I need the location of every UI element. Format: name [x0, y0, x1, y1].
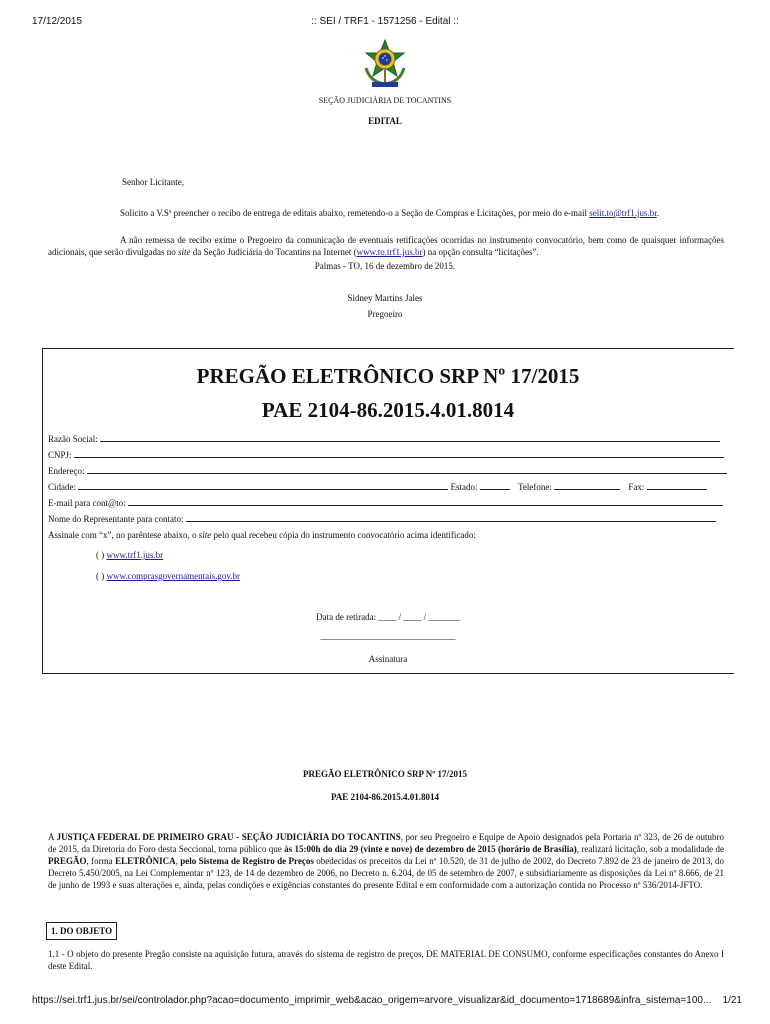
cnpj-field[interactable] [48, 449, 734, 461]
signer-role: Pregoeiro [367, 309, 403, 319]
intro-i: , [175, 856, 181, 866]
letter-p1-end: . [656, 208, 660, 218]
intro-k: obedecidas os preceitos da Lei nº 10.520, de 31 de julho de 2002, do Decreto 7.892 de 23 de janeiro de 2013, do Decreto 5.450/2005, na Lei Complementar nº 123, de 14 de dezembro de 2006, no Decreto n. 6.204, de 05 de setembro de 2007, e subsidiariamente as disposições da Lei nº 8.666, de 21 de junho de 1993 e suas alterações e, ainda, pelas condições e exigências constantes do presente Edital e em conformidade com a autorização contida no Processo nº 536/2014-JFTO. [48, 856, 725, 890]
website-link[interactable]: www.to.trf1.jus.br [356, 247, 423, 257]
print-page-title: :: SEI / TRF1 - 1571256 - Edital :: [311, 16, 459, 27]
intro-c: , por seu Pregoeiro e Equipe de Apoio designados pela Portaria nº 323, de 26 de outubro de 2015, da Diretoria do Foro desta Seccional, torna público que [48, 832, 724, 854]
print-date: 17/12/2015 [32, 16, 83, 27]
letter-paragraph-1 [48, 207, 724, 219]
edital-title-1: PREGÃO ELETRÔNICO SRP Nº 17/2015 [303, 769, 467, 779]
cidade-row [48, 481, 734, 493]
telefone-label: Telefone: [518, 482, 552, 492]
intro-datetime: às 15:00h do dia 29 (vinte e nove) de dezembro de 2015 (horário de Brasília) [284, 844, 577, 854]
fax-field[interactable] [647, 481, 707, 490]
intro-org: JUSTIÇA FEDERAL DE PRIMEIRO GRAU - SEÇÃO JUDICIÁRIA DO TOCANTINS [56, 832, 401, 842]
endereco-label: Endereço: [48, 466, 85, 476]
coat-of-arms-icon [360, 38, 410, 90]
letter-p2-text-c: ) na opção consulta “licitações”. [422, 247, 539, 257]
email-link[interactable]: selit.to@trf1.jus.br [589, 208, 657, 218]
email-label: E-mail para cont@to: [48, 498, 126, 508]
signer-name: Sidney Martins Jales [347, 293, 423, 303]
endereco-field[interactable] [48, 465, 734, 477]
assinale-text: Assinale com “x”, no parêntese abaixo, o [48, 530, 199, 540]
intro-sistema: pelo Sistema de Registro de Preços [180, 856, 314, 866]
print-page-number: 1/21 [722, 995, 742, 1006]
cidade-field[interactable] [78, 481, 448, 490]
receipt-form-box [42, 348, 734, 674]
fax-label: Fax: [628, 482, 645, 492]
option-comprasgov[interactable] [96, 570, 240, 582]
item-1-1: 1.1 - O objeto do presente Pregão consiste na aquisição futura, através do sistema de registro de preços, DE MATERIAL DE CONSUMO, conforme especificações constantes do Anexo I deste Edital. [48, 949, 724, 971]
intro-e: , realizará licitação, sob a modalidade de [576, 844, 724, 854]
edital-title-2: PAE 2104-86.2015.4.01.8014 [330, 792, 440, 802]
assinale-instruction [48, 529, 734, 541]
intro-modalidade: PREGÃO [48, 856, 87, 866]
retirada-date-field[interactable]: Data de retirada: ____ / ____ / _______ [316, 612, 460, 622]
assinale-text-b: pelo qual recebeu cópia do instrumento convocatório acima identificado: [211, 530, 476, 540]
intro-forma: ELETRÔNICA [115, 856, 176, 866]
option-comprasgov-link[interactable]: www.comprasgovernamentais.gov.br [106, 571, 241, 581]
estado-field[interactable] [480, 481, 510, 490]
letter-p1-text: Solicito a V.Sª preencher o recibo de entrega de editais abaixo, remetendo-o a Seção de Compras e Licitações, por meio do e-mail [120, 208, 590, 218]
letter-p2-text-b: da Seção Judiciária do Tocantins na Internet ( [190, 247, 357, 257]
place-date: Palmas - TO, 16 de dezembro de 2015. [314, 261, 456, 271]
option-trf1-checkbox[interactable]: ( ) [96, 550, 105, 560]
cnpj-label: CNPJ: [48, 450, 72, 460]
org-name: SEÇÃO JUDICIÁRIA DE TOCANTINS [318, 96, 452, 105]
form-title-1: PREGÃO ELETRÔNICO SRP Nº 17/2015 [196, 364, 580, 388]
form-title-2: PAE 2104-86.2015.4.01.8014 [261, 398, 515, 422]
print-url: https://sei.trf1.jus.br/sei/controlador.php?acao=documento_imprimir_web&acao_origem=arvore_visualizar&id_documento=1718689&infra_sistema=100... [32, 995, 712, 1006]
signature-label: Assinatura [368, 654, 408, 664]
signature-line[interactable]: ______________________________ [320, 631, 456, 641]
telefone-field[interactable] [554, 481, 620, 490]
razao-social-label: Razão Social: [48, 434, 98, 444]
intro-a: A [48, 832, 57, 842]
razao-social-field[interactable] [48, 433, 734, 445]
document-title: EDITAL [368, 116, 402, 126]
estado-label: Estado: [450, 482, 478, 492]
assinale-site: site [198, 530, 212, 540]
option-trf1[interactable] [96, 549, 163, 561]
letter-p2-site: site [177, 247, 191, 257]
letter-p2-text: A não remessa de recibo exime o Pregoeiro da comunicação de eventuais retificações ocorridas no instrumento convocatório, bem como de quaisquer informações adicionais, que serão divulgadas no [48, 235, 724, 257]
edital-intro [48, 831, 724, 891]
section-heading-objeto: 1. DO OBJETO [46, 922, 117, 940]
option-comprasgov-checkbox[interactable]: ( ) [96, 571, 105, 581]
email-field[interactable] [48, 497, 734, 509]
representante-field[interactable] [48, 513, 734, 525]
option-trf1-link[interactable]: www.trf1.jus.br [106, 550, 164, 560]
representante-label: Nome do Representante para contato: [48, 514, 184, 524]
letter-paragraph-2 [48, 234, 724, 258]
intro-g: , forma [86, 856, 116, 866]
greeting: Senhor Licitante, [122, 177, 184, 187]
cidade-label: Cidade: [48, 482, 76, 492]
